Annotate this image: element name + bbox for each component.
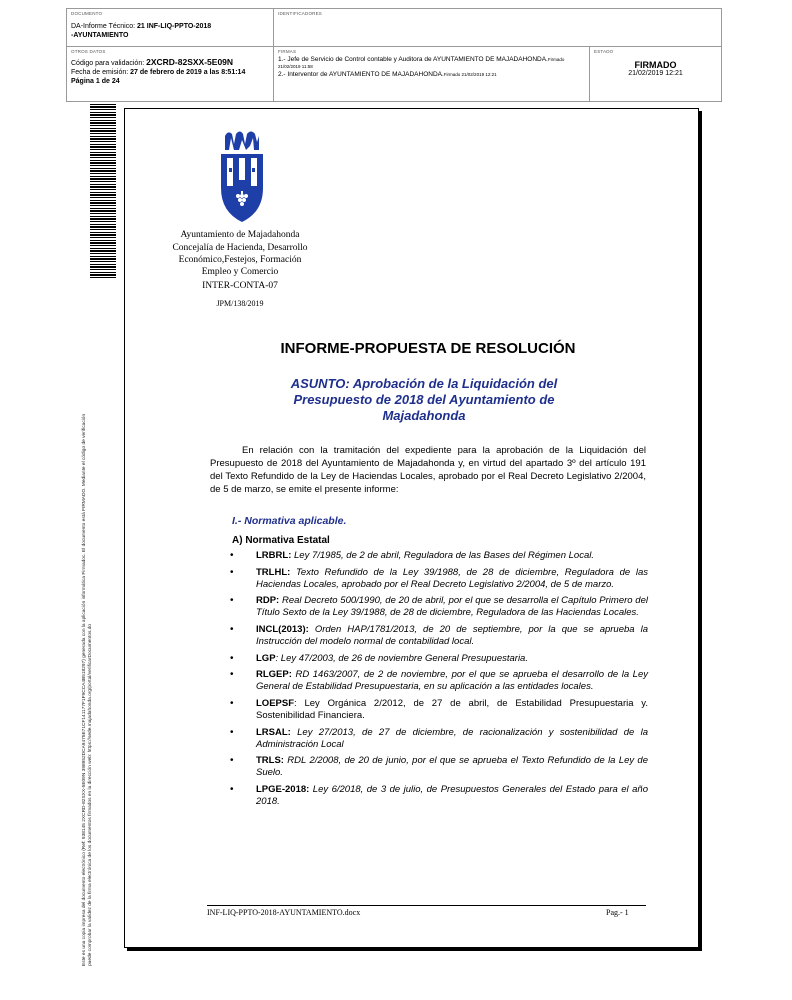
otros-caption: OTROS DATOS bbox=[71, 49, 106, 54]
intro-paragraph: En relación con la tramitación del expediente para la aprobación de la Liquidación del Presupuesto de 2018 del Ayuntamiento de Majadahonda y, en virtud del apartado 3º del artículo 191 del Texto Refundido de la Ley de Haciendas Locales, aprobado por el Real Decreto Legislativo 2/2004, de 5 de marzo, se emite el presente informe: bbox=[210, 445, 646, 495]
list-item: • LGP: Ley 47/2003, de 26 de noviembre General Presupuestaria. bbox=[226, 653, 648, 665]
footer-divider bbox=[207, 905, 646, 906]
pagina-count: Página 1 de 24 bbox=[71, 78, 120, 85]
list-item: • RLGEP: RD 1463/2007, de 2 de noviembre, por el que se aprueba el desarrollo de la Ley General de Estabilidad Presupuestaria, en su aplicación a las entidades locales. bbox=[226, 669, 648, 693]
org-ref-2: JPM/138/2019 bbox=[216, 299, 264, 308]
list-item: • TRLHL: Texto Refundido de la Ley 39/1988, de 28 de diciembre, Reguladora de las Haciendas Locales, aprobado por el Real Decreto Legislativo 2/2004, de 5 de marzo. bbox=[226, 567, 648, 591]
section-heading-normativa: I.- Normativa aplicable. bbox=[232, 515, 347, 527]
list-item: • LRSAL: Ley 27/2013, de 27 de diciembre, de racionalización y sostenibilidad de la Administración Local bbox=[226, 727, 648, 751]
org-name: Ayuntamiento de Majadahonda bbox=[180, 230, 300, 240]
org-department: Concejalía de Hacienda, Desarrollo Económico,Festejos, Formación Empleo y Comercio bbox=[172, 243, 308, 277]
otros-datos-cell bbox=[67, 47, 274, 101]
estado-caption: ESTADO bbox=[594, 49, 614, 54]
org-ref-1: INTER-CONTA-07 bbox=[202, 281, 278, 291]
footer-filename: INF-LIQ-PPTO-2018-AYUNTAMIENTO.docx bbox=[207, 908, 361, 917]
list-item: • LOEPSF: Ley Orgánica 2/2012, de 27 de abril, de Estabilidad Presupuestaria y. Sostenibilidad Financiera. bbox=[226, 698, 648, 722]
documento-line1: DA-Informe Técnico: 21 INF-LIQ-PPTO-2018 bbox=[71, 23, 212, 30]
subsection-heading-estatal: A) Normativa Estatal bbox=[232, 535, 330, 546]
list-item: • INCL(2013): Orden HAP/1781/2013, de 20 de septiembre, por la que se aprueba la Instrucción del modelo normal de contabilidad local. bbox=[226, 624, 648, 648]
codigo-validacion: Código para validación: 2XCRD-82SXX-5E09N bbox=[71, 57, 234, 67]
estado-date: 21/02/2019 12:21 bbox=[628, 70, 683, 77]
asunto bbox=[270, 376, 578, 424]
asunto-text: Aprobación de la Liquidación del Presupuesto de 2018 del Ayuntamiento de Majadahonda bbox=[293, 376, 558, 423]
firmas-cell bbox=[274, 47, 590, 101]
legislation-list bbox=[226, 550, 648, 813]
firmas-caption: FIRMAS bbox=[278, 49, 297, 54]
estado-cell bbox=[590, 47, 721, 101]
signature-header bbox=[66, 8, 722, 102]
document-title: INFORME-PROPUESTA DE RESOLUCIÓN bbox=[280, 340, 576, 357]
verification-side-text: Este es una copia impresa del documento electrónico (Ref: 938145 2XCRD-82SXX-5E09N 398952DCA9475E71CF141177F1F9CCA4B518297) generada con la aplicación informática Firmadoc. El documento está FIRMADO. Mediante el código de verificación puede comprobar la validez de la firma electrónica de los documentos firmados en la dirección web: https://sede.majadahonda.org/portal/verificarDocumentos.do bbox=[82, 413, 93, 966]
list-item: • TRLS: RDL 2/2008, de 20 de junio, por el que se aprueba el Texto Refundido de la Ley de Suelo. bbox=[226, 755, 648, 779]
list-item: • LRBRL: Ley 7/1985, de 2 de abril, Reguladora de las Bases del Régimen Local. bbox=[226, 550, 648, 562]
documento-line2: -AYUNTAMIENTO bbox=[71, 32, 129, 39]
fecha-emision: Fecha de emisión: 27 de febrero de 2019 a las 8:51:14 bbox=[71, 69, 246, 76]
list-item: • LPGE-2018: Ley 6/2018, de 3 de julio, de Presupuestos Generales del Estado para el año 2018. bbox=[226, 784, 648, 808]
barcode bbox=[90, 104, 116, 280]
identificadores-caption: IDENTIFICADORES bbox=[278, 11, 323, 16]
estado-value: FIRMADO bbox=[634, 60, 677, 70]
document-cell bbox=[67, 9, 274, 47]
footer-page-number: Pag.- 1 bbox=[606, 908, 629, 917]
firma-1: 1.- Jefe de Servicio de Control contable y Auditora de AYUNTAMIENTO DE MAJADAHONDA.Firmado 21/02/2019 11:58 bbox=[278, 56, 565, 69]
firma-2: 2.- Interventor de AYUNTAMIENTO DE MAJADAHONDA.Firmado 21/02/2019 12:21 bbox=[278, 71, 497, 78]
majadahonda-coat-of-arms-logo bbox=[219, 128, 265, 224]
identificadores-cell bbox=[274, 9, 721, 47]
asunto-label: ASUNTO: bbox=[290, 376, 350, 391]
list-item: • RDP: Real Decreto 500/1990, de 20 de abril, por el que se desarrolla el Capítulo Primero del Título Sexto de la Ley 39/1988, de 28 de diciembre, Reguladora de las Haciendas Locales. bbox=[226, 595, 648, 619]
documento-caption: DOCUMENTO bbox=[71, 11, 103, 16]
